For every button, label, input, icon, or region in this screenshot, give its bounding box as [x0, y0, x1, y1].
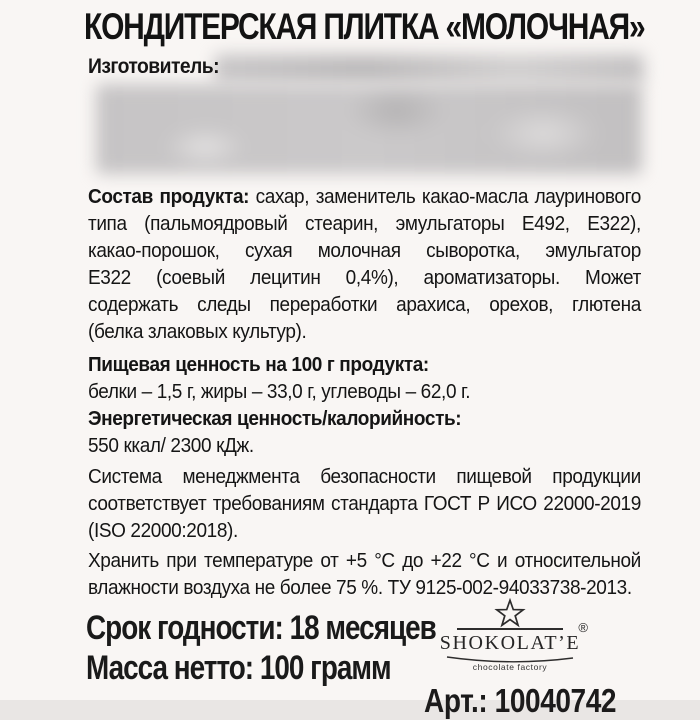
composition-heading: Состав продукта:: [88, 186, 250, 208]
brand-name: SHOKOLAT’E: [439, 632, 581, 654]
brand-tagline: chocolate factory: [472, 662, 548, 672]
product-title: КОНДИТЕРСКАЯ ПЛИТКА «МОЛОЧНАЯ»: [84, 6, 645, 47]
energy-heading-text: Энергетическая ценность/калорийность:: [88, 408, 462, 430]
star-icon: [493, 598, 527, 628]
certification-line: Система менеджмента безопасности пищевой продукции: [88, 466, 641, 488]
storage-line: влажности воздуха не более 75 %. ТУ 9125-002-94033738-2013.: [88, 577, 632, 599]
net-weight: Масса нетто: 100 грамм: [86, 649, 391, 687]
brand-logo: [428, 598, 592, 672]
logo-divider: [457, 628, 563, 630]
energy-values: 550 ккал/ 2300 кДж.: [88, 435, 254, 457]
manufacturer-redacted-region: [96, 84, 642, 174]
pack-summary: [86, 608, 436, 688]
nutrition-heading: [88, 352, 641, 379]
composition-line: [88, 184, 641, 211]
composition-line: Е322 (соевый лецитин 0,4%), ароматизаторы. Может: [88, 267, 641, 289]
article-number: Арт.: 10040742: [424, 682, 617, 719]
manufacturer-redacted-region: [214, 54, 644, 84]
shelf-life: Срок годности: 18 месяцев: [86, 609, 436, 647]
certification-line: (ISO 22000:2018).: [88, 520, 238, 542]
composition-line: содержать следы переработки арахиса, орехов, глютена: [88, 294, 641, 316]
nutrition-heading-text: Пищевая ценность на 100 г продукта:: [88, 354, 429, 376]
label-body-text: [88, 184, 641, 602]
energy-heading: [88, 406, 641, 433]
composition-line: (белка злаковых культур).: [88, 321, 307, 343]
storage-line: Хранить при температуре от +5 °С до +22 °С и относительной: [88, 550, 641, 572]
nutrition-values: белки – 1,5 г, жиры – 33,0 г, углеводы – 62,0 г.: [88, 381, 471, 403]
composition-text: сахар, заменитель какао-масла лауринового: [249, 186, 641, 208]
composition-line: типа (пальмоядровый стеарин, эмульгаторы Е492, Е322),: [88, 213, 641, 235]
manufacturer-label: Изготовитель:: [88, 55, 219, 78]
composition-line: какао-порошок, сухая молочная сыворотка, эмульгатор: [88, 240, 641, 262]
certification-line: соответствует требованиям стандарта ГОСТ Р ИСО 22000-2019: [88, 493, 641, 515]
registered-trademark-icon: ®: [578, 620, 588, 635]
